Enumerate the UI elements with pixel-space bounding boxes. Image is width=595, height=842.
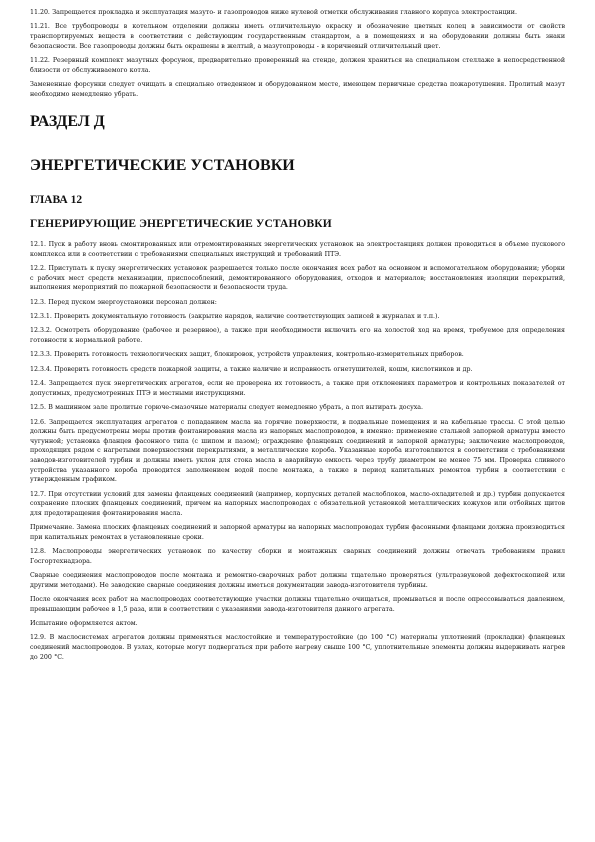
paragraph-12-3-1: 12.3.1. Проверить документальную готовность (закрытие нарядов, наличие соответствующих записей в журналах и т.п.).: [30, 313, 440, 321]
paragraph-cleaning: После окончания всех работ на маслопроводах соответствующие участки должны тщательно очищаться, промываться и после опрессовываться давлением, превышающим рабочее в 1,5 раза, или в соответствии с указаниями завода-изготовителя данного агрегата.: [30, 596, 565, 613]
paragraph-11-20: 11.20. Запрещается прокладка и эксплуатация мазуто- и газопроводов ниже нулевой отметки обслуживания главного корпуса электростанции.: [30, 9, 517, 16]
paragraph-12-1: 12.1. Пуск в работу вновь смонтированных или отремонтированных энергетических установок на электростанциях должен проводиться в объеме пускового комплекса или в соответствии с требованиями специальных инструкций и требований ПТЭ.: [30, 241, 565, 258]
chapter-title: ГЕНЕРИРУЮЩИЕ ЭНЕРГЕТИЧЕСКИЕ УСТАНОВКИ: [30, 218, 332, 231]
paragraph-11-22: 11.22. Резервный комплект мазутных форсунок, предварительно проверенный на стенде, должен храниться на специальном стеллаже в непосредственной близости от обслуживаемого котла.: [30, 56, 565, 74]
section-heading: РАЗДЕЛ Д: [30, 113, 105, 131]
chapter-heading: ГЛАВА 12: [30, 194, 83, 207]
paragraph-12-3-3: 12.3.3. Проверить готовность технологических защит, блокировок, устройств управления, контрольно-измерительных приборов.: [30, 351, 464, 359]
paragraph-12-7: 12.7. При отсутствии условий для замены фланцевых соединений (например, корпусных деталей маслоблоков, масло-охладителей и др.) турбин допускается сохранение плоских фланцевых соединений, причем на напорных маслопроводах с обязательной установкой металлических кожухов или отбойных щитов для предотвращения фонтанирования масла.: [30, 490, 565, 517]
paragraph-12-3-4: 12.3.4. Проверить готовность средств пожарной защиты, а также наличие и исправность огнетушителей, кошм, кислотников и др.: [30, 365, 473, 373]
paragraph-12-8: 12.8. Маслопроводы энергетических установок по качеству сборки и монтажных сварных соединений должны отвечать требованиям правил Госгортехнадзора.: [30, 548, 565, 565]
paragraph-12-2: 12.2. Приступать к пуску энергетических установок разрешается только после окончания всех работ на основном и вспомогательном оборудовании; уборки с рабочих мест средств механизации, приспособлений, демонтированного оборудования, отходов и материалов; восстановления изоляции перекрытий, выполнения мероприятий по пожарной безопасности и безопасности труда.: [30, 265, 565, 292]
paragraph-12-4: 12.4. Запрещается пуск энергетических агрегатов, если не проверена их готовность, а также при отклонениях параметров и контрольных показателей от допустимых, предусмотренных ПТЭ и местными инструкциями.: [30, 380, 565, 397]
paragraph-12-3: 12.3. Перед пуском энергоустановки персонал должен:: [30, 298, 217, 306]
paragraph-11-21: 11.21. Все трубопроводы в котельном отделении должны иметь отличительную окраску и обозначение цветных колец в зависимости от свойств транспортируемых веществ в соответствии с действующим государственным стандартом, а в помещениях и на оборудовании должны быть знаки безопасности. Все газопроводы должны быть окрашены в желтый, а мазутопроводы - в коричневый отличительный цвет.: [30, 23, 565, 50]
paragraph-12-5: 12.5. В машинном зале пролитые горюче-смазочные материалы следует немедленно убрать, а пол вытирать досуха.: [30, 404, 424, 412]
paragraph-nozzles: Замененные форсунки следует очищать в специально отведенном и оборудованном месте, имеющем первичные средства пожаротушения. Пролитый мазут необходимо немедленно убрать.: [30, 80, 565, 98]
paragraph-act: Испытание оформляется актом.: [30, 620, 138, 628]
paragraph-note: Примечание. Замена плоских фланцевых соединений и запорной арматуры на напорных маслопроводах турбин фасонными фланцами должна производиться при капитальных ремонтах в установленные сроки.: [30, 524, 565, 541]
paragraph-12-6: 12.6. Запрещается эксплуатация агрегатов с попаданием масла на горячие поверхности, в подвальные помещения и на кабельные трассы. С этой целью должны быть предусмотрены меры против фонтанирования масла из напорных маслопроводов, в именно: применение стальной запорной арматуры вместо чугунной; установка фланцев фасонного типа (с шипом и пазом); ограждение фланцевых соединений и запорной арматуры; заключение маслопроводов, проходящих рядом с нагретыми поверхностями перекрытиями, в металлические короба. Указанные короба изготовляются в соответствии с требованиями заводов-изготовителей турбин и должны иметь уклон для стока масла в аварийную емкость через трубу диаметром не менее 75 мм. Проверка сливного устройства указанного короба проводится заполнением водой после монтажа, а также в период капитальных ремонтов турбин в соответствии с утвержденным графиком.: [30, 418, 565, 484]
section-title: ЭНЕРГЕТИЧЕСКИЕ УСТАНОВКИ: [30, 157, 295, 175]
paragraph-12-3-2: 12.3.2. Осмотреть оборудование (рабочее и резервное), а также при необходимости включить его на холостой ход на время, требуемое для определения готовности к нормальной работе.: [30, 327, 565, 345]
paragraph-12-9: 12.9. В маслосистемах агрегатов должны применяться маслостойкие и температуростойкие (до 100 °C) материалы уплотнений (прокладки) фланцевых соединений маслопроводов. В узлах, которые могут подвергаться при работе нагреву свыше 100 °C, уплотнительные элементы должны выдерживать нагрев до 200 °C.: [30, 634, 565, 661]
paragraph-welds: Сварные соединения маслопроводов после монтажа и ремонтно-сварочных работ должны тщательно проверяться (ультразвуковой дефектоскопией или другими методами). Не заводские сварные соединения должны иметься документации завода-изготовителя турбины.: [30, 572, 565, 589]
